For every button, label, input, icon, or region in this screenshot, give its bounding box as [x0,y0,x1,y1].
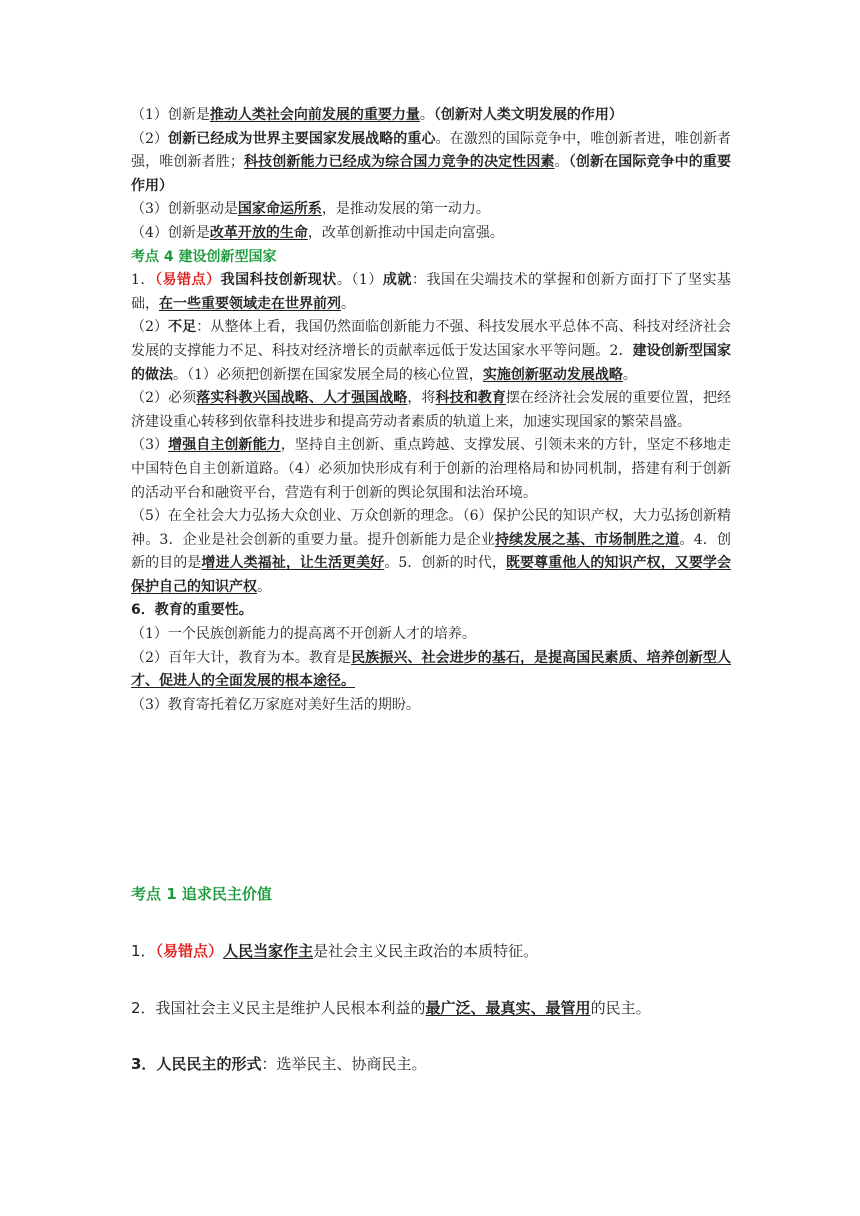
key-point: 科技和教育 [435,390,506,407]
paragraph: （2）创新已经成为世界主要国家发展战略的重心。在激烈的国际竞争中，唯创新者进，唯创新者强，唯创新者胜；科技创新能力已经成为综合国力竞争的决定性因素。（创新在国际竞争中的重要作用） [131,130,732,194]
key-point: 民族振兴、社会进步的基石，是提高国民素质、培养创新型人才、促进人的全面发展的根本途径。 [131,649,731,690]
key-point: 科技创新能力已经成为综合国力竞争的决定性因素 [243,154,555,171]
key-point: 实施创新驱动发展战略 [482,366,623,383]
paragraph: （1）创新是推动人类社会向前发展的重要力量。（创新对人类文明发展的作用） [131,107,623,123]
key-point: 成就 [382,272,412,289]
paragraph: （2）必须落实科教兴国战略、人才强国战略，将科技和教育摆在经济社会发展的重要位置，把经济建设重心转移到依靠科技进步和提高劳动者素质的轨道上来，加速实现国家的繁荣昌盛。 [131,390,732,430]
paragraph: 1．（易错点）我国科技创新现状。（1）成就：我国在尖端技术的掌握和创新方面打下了坚实基础，在一些重要领域走在世界前列。 [131,272,732,312]
text-block-innovation [131,104,731,717]
paragraph-heading: 6．教育的重要性。 [131,602,253,619]
key-point: 3．人民民主的形式 [131,1055,262,1073]
paragraph: 2．我国社会主义民主是维护人民根本利益的最广泛、最真实、最管用的民主。 [131,999,651,1017]
note: （创新对人类文明发展的作用） [433,107,623,123]
key-point: 最广泛、最真实、最管用 [425,999,591,1017]
key-point: 不足 [168,319,197,336]
paragraph: （5）在全社会大力弘扬大众创业、万众创新的理念。（6）保护公民的知识产权，大力弘扬创新精神。3．企业是社会创新的重要力量。提升创新能力是企业持续发展之基、市场制胜之道。4．创新的目的是增进人类福祉，让生活更美好。5．创新的时代，既要尊重他人的知识产权，又要学会保护自己的知识产权。 [131,508,732,595]
key-point: 推动人类社会向前发展的重要力量 [209,107,420,123]
paragraph: （3）教育寄托着亿万家庭对美好生活的期盼。 [131,696,420,713]
key-point: 落实科教兴国战略、人才强国战略 [196,390,408,407]
key-point: 创新已经成为世界主要国家发展战略的重心 [168,130,436,147]
paragraph: （4）创新是改革开放的生命，改革创新推动中国走向富强。 [131,224,504,241]
error-prone-tag: （易错点） [154,272,221,289]
key-point: 建设创新型国家的做法 [131,342,732,383]
paragraph: （3）创新驱动是国家命运所系，是推动发展的第一动力。 [131,201,490,218]
paragraph: （3）增强自主创新能力，坚持自主创新、重点跨越、支撑发展、引领未来的方针，坚定不移地走中国特色自主创新道路。（4）必须加快形成有利于创新的治理格局和协同机制，搭建有利于创新的活动平台和融资平台，营造有利于创新的舆论氛围和法治环境。 [131,437,732,501]
paragraph: 1．（易错点）人民当家作主是社会主义民主政治的本质特征。 [131,942,539,960]
key-point: 在一些重要领域走在世界前列 [159,295,341,312]
error-prone-tag: （易错点） [155,942,224,960]
note: （创新在国际竞争中的重要作用） [131,154,732,194]
key-point: 持续发展之基、市场制胜之道 [494,531,680,548]
paragraph: （2）百年大计，教育为本。教育是民族振兴、社会进步的基石，是提高国民素质、培养创新型人才、促进人的全面发展的根本途径。 [131,649,731,690]
key-point: 改革开放的生命 [209,224,308,241]
paragraph: 3．人民民主的形式：选举民主、协商民主。 [131,1055,427,1073]
section-heading-democracy: 考点 1 追求民主价值 [131,885,272,903]
key-point: 我国科技创新现状 [220,272,337,289]
key-point: 既要尊重他人的知识产权，又要学会保护自己的知识产权 [131,555,732,595]
key-point: 增进人类福祉，让生活更美好 [201,555,385,572]
key-point: 国家命运所系 [237,201,322,218]
paragraph: （1）一个民族创新能力的提高离不开创新人才的培养。 [131,626,476,643]
key-point: 人民当家作主 [223,942,314,960]
section-heading: 考点 4 建设创新型国家 [131,248,277,265]
key-point: 增强自主创新能力 [168,437,281,454]
paragraph: （2）不足：从整体上看，我国仍然面临创新能力不强、科技发展水平总体不高、科技对经济社会发展的支撑能力不足、科技对经济增长的贡献率远低于发达国家水平等问题。2．建设创新型国家的做法。（1）必须把创新摆在国家发展全局的核心位置，实施创新驱动发展战略。 [131,319,732,383]
